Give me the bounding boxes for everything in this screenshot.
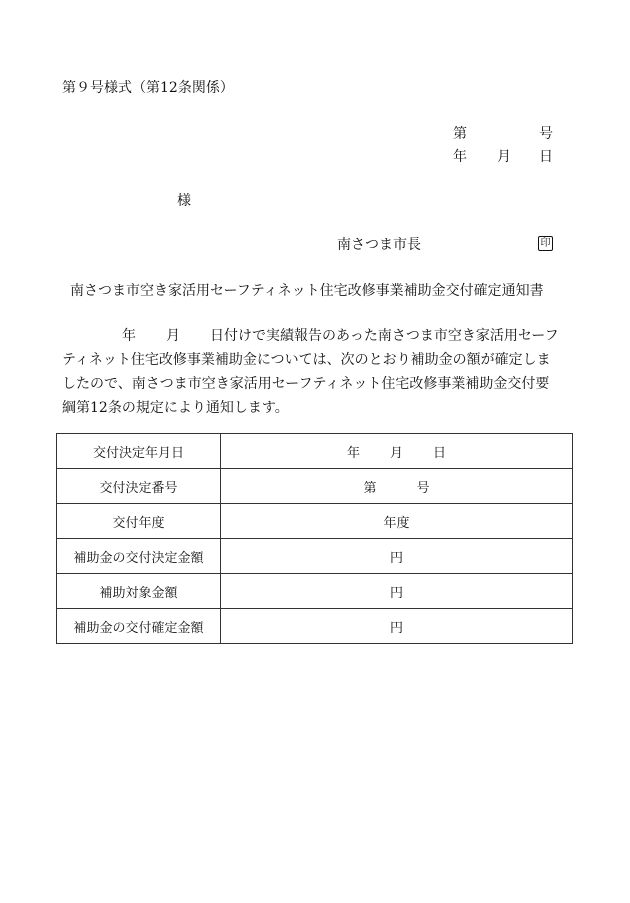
row-value-confirmed-amount: 円 [221,609,573,644]
row-value-decision-date [221,434,573,469]
table-row [57,574,573,609]
row-value-decision-number [221,469,573,504]
body-line-3: したので、南さつま市空き家活用セーフティネット住宅改修事業補助金交付要 [62,376,550,392]
doc-number-prefix: 第 [453,126,467,142]
doc-date-month: 月 [497,149,511,165]
body-line-2: ティネット住宅改修事業補助金については、次のとおり補助金の額が確定しま [62,352,551,368]
table-row [57,609,573,644]
table-row [57,504,573,539]
row-label-fiscal-year: 交付年度 [57,504,221,539]
row-value-fiscal-year: 年度 [221,504,573,539]
document-title: 南さつま市空き家活用セーフティネット住宅改修事業補助金交付確定通知書 [70,283,544,299]
body-month: 月 [166,328,180,344]
value-prefix: 第 [363,480,377,496]
doc-date-day: 日 [539,149,553,165]
row-label-decision-number: 交付決定番号 [57,469,221,504]
row-label-decision-amount: 補助金の交付決定金額 [57,539,221,574]
table-row [57,434,573,469]
value-year: 年 [346,445,360,461]
doc-date-year: 年 [453,149,467,165]
body-text [62,324,582,420]
value-month: 月 [389,445,403,461]
issuer-name: 南さつま市長 [337,237,421,253]
info-table [56,433,573,644]
value-suffix: 号 [416,480,430,496]
body-line-4: 綱第12条の規定により通知します。 [62,400,289,416]
row-label-decision-date: 交付決定年月日 [57,434,221,469]
row-label-confirmed-amount: 補助金の交付確定金額 [57,609,221,644]
value-day: 日 [433,445,447,461]
seal-mark: 印 [538,236,553,251]
row-value-eligible-amount: 円 [221,574,573,609]
body-line-1 [62,324,582,348]
table-row [57,469,573,504]
table-row [57,539,573,574]
body-year: 年 [122,328,136,344]
body-line1-rest: 日付けで実績報告のあった南さつま市空き家活用セーフ [210,328,559,344]
row-value-decision-amount: 円 [221,539,573,574]
row-label-eligible-amount: 補助対象金額 [57,574,221,609]
doc-number-suffix: 号 [539,126,553,142]
addressee-suffix: 様 [177,193,191,209]
form-label: 第９号様式（第12条関係） [62,80,234,96]
